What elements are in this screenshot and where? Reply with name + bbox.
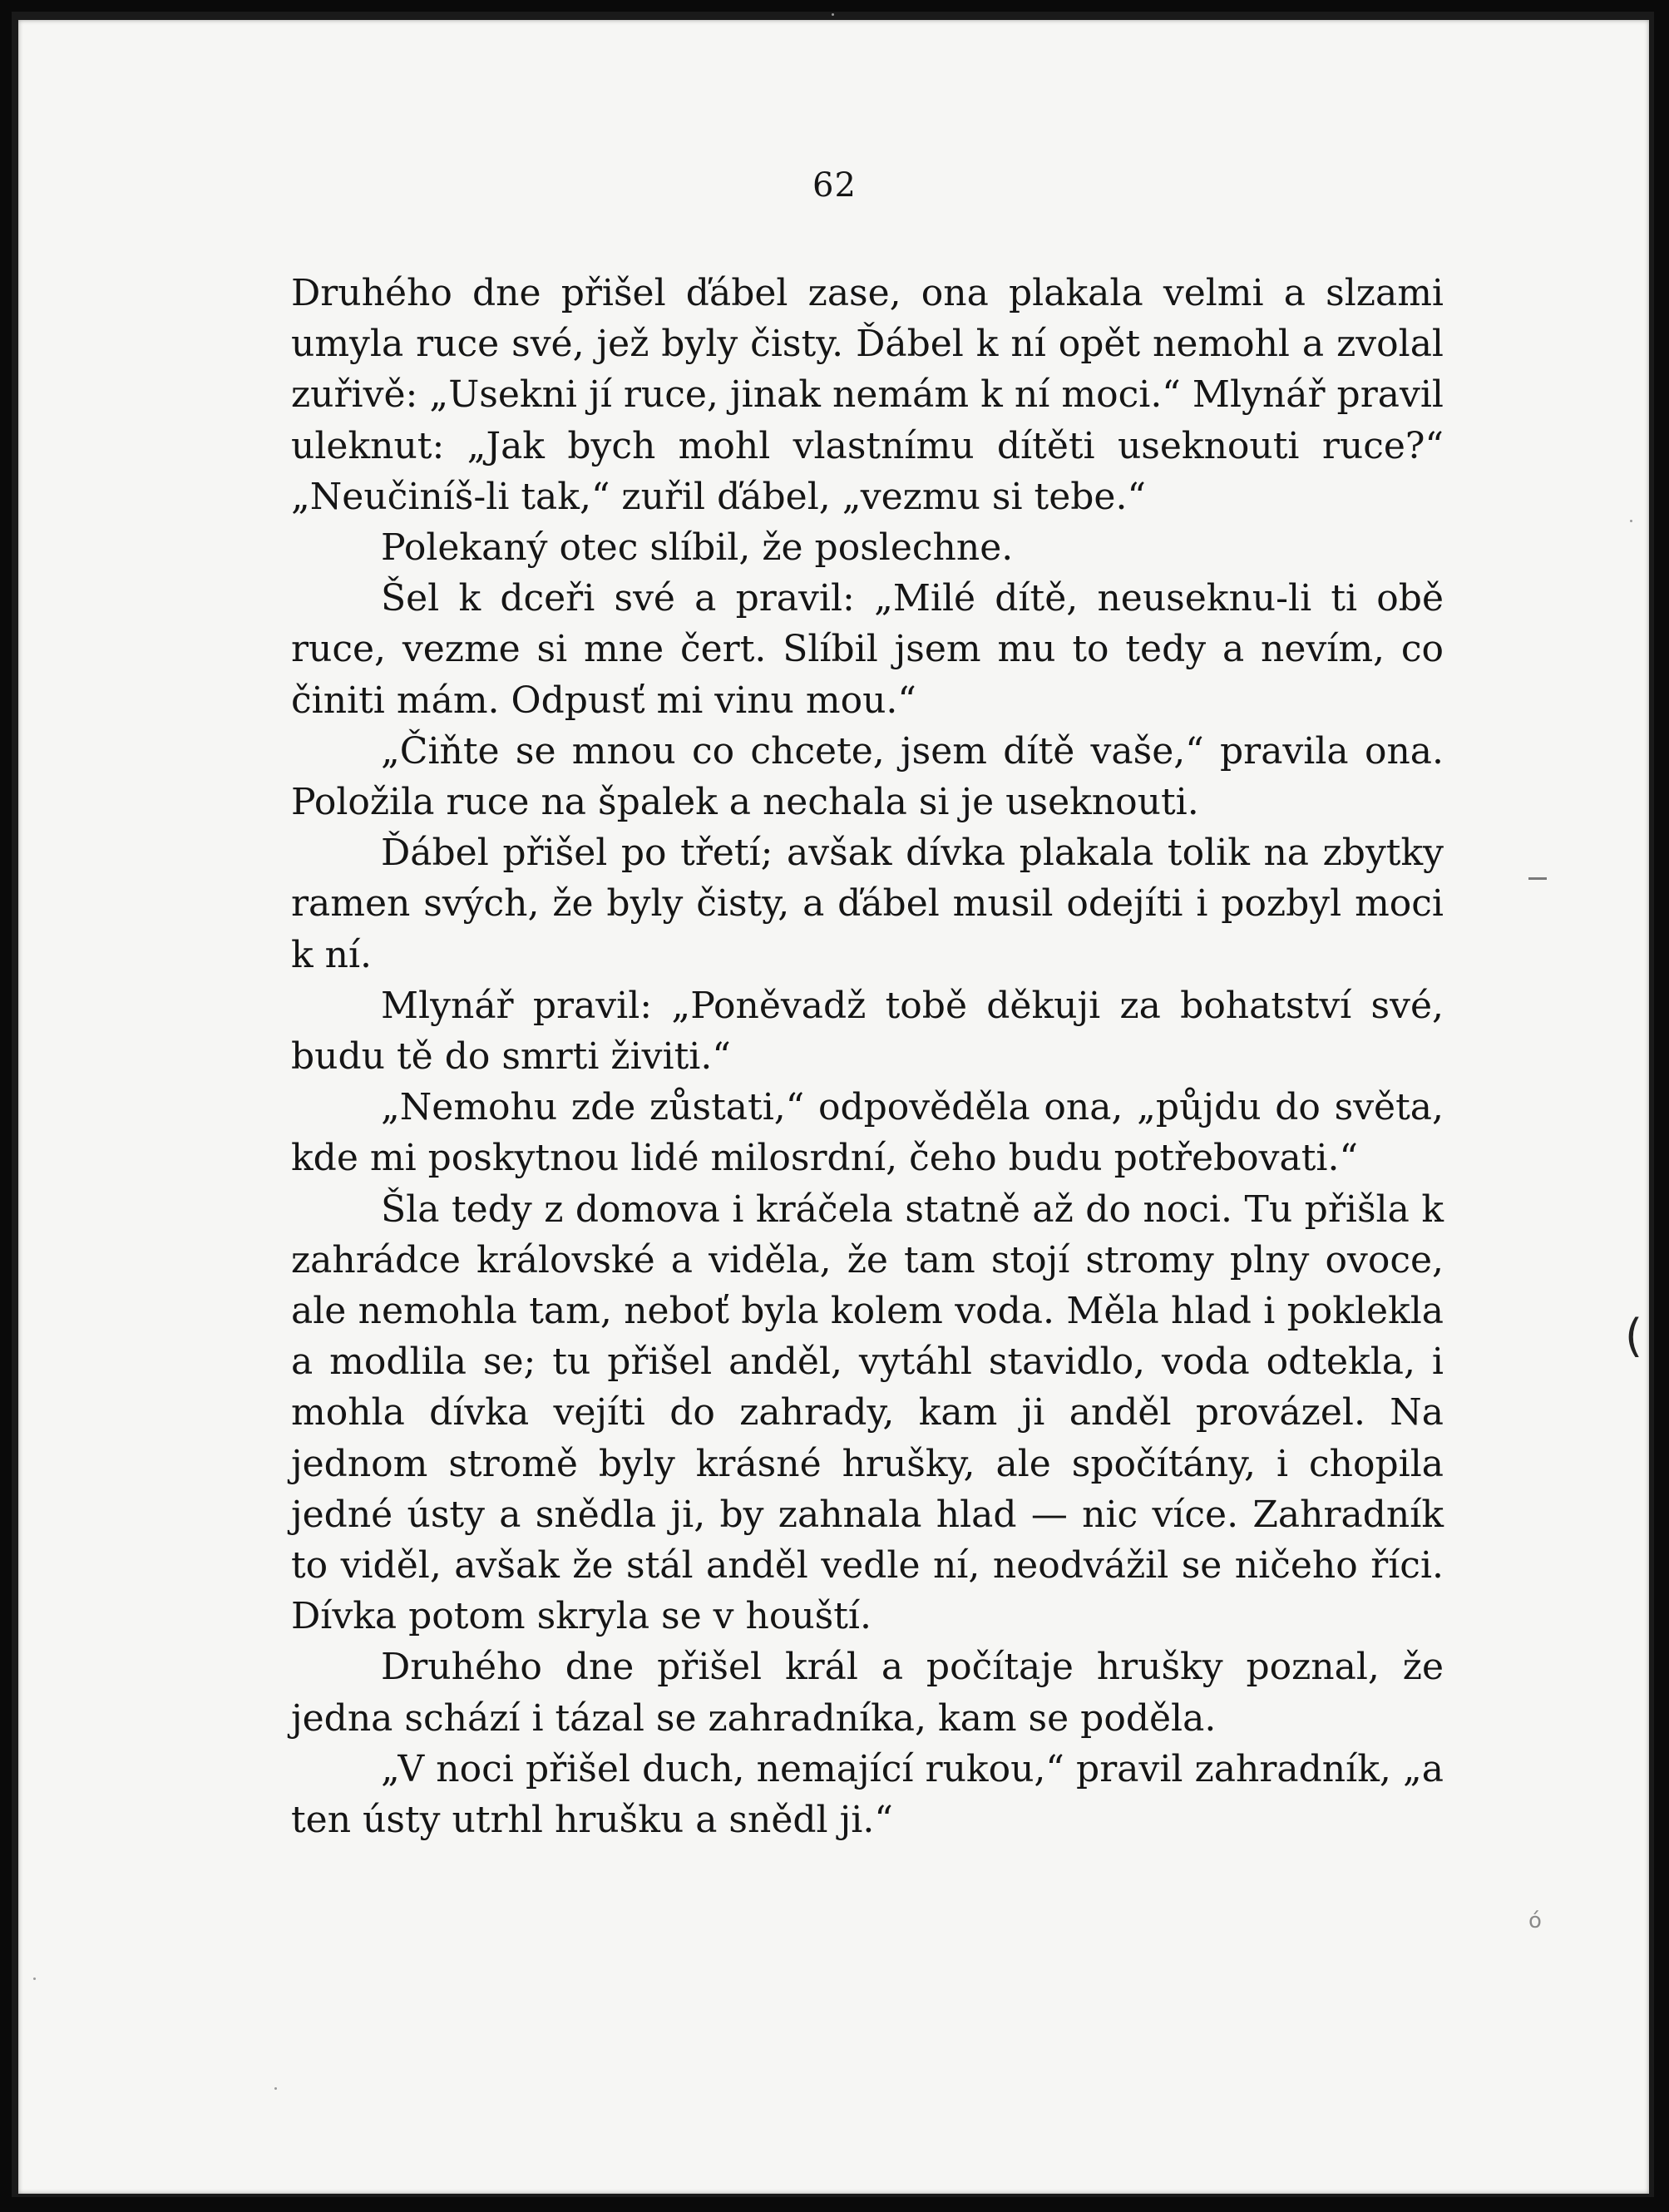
paragraph: Polekaný otec slíbil, že poslechne. [381, 526, 1014, 570]
page-text [291, 268, 1444, 1845]
paragraph: Ďábel přišel po třetí; avšak dívka plakala tolik na zbytky ramen svých, že byly čisty, a ďábel musil odejíti i pozbyl moci k ní. [291, 832, 1444, 976]
scan-dust [832, 13, 834, 16]
paragraph: Druhého dne přišel král a počítaje hrušky poznal, že jedna schází i tázal se zahradníka, kam se poděla. [291, 1646, 1444, 1740]
paragraph: Druhého dne přišel ďábel zase, ona plakala velmi a slzami umyla ruce své, jež byly čisty. Ďábel k ní opět nemohl a zvolal zuřivě: „Usekni jí ruce, jinak nemám k ní moci.“ Mlynář pravil uleknut: „Jak bych mohl vlastnímu dítěti useknouti ruce?“ „Neučiníš-li tak,“ zuřil ďábel, „vezmu si tebe.“ [291, 272, 1444, 518]
scan-dust [33, 1977, 36, 1980]
margin-pencil-mark: ó [1528, 1908, 1542, 1933]
paragraph: „Nemohu zde zůstati,“ odpověděla ona, „půjdu do světa, kde mi poskytnou lidé milosrdní, čeho budu potřebovati.“ [291, 1086, 1444, 1180]
paragraph: „V noci přišel duch, nemající rukou,“ pravil zahradník, „a ten ústy utrhl hrušku a snědl ji.“ [291, 1747, 1444, 1842]
paragraph: „Čiňte se mnou co chcete, jsem dítě vaše,“ pravila ona. Položila ruce na špalek a nechala si je useknouti. [291, 729, 1444, 824]
paragraph: Šel k dceři své a pravil: „Milé dítě, neuseknu-li ti obě ruce, vezme si mne čert. Slíbil jsem mu to tedy a nevím, co činiti mám. Odpusť mi vinu mou.“ [291, 577, 1444, 722]
paragraph: Mlynář pravil: „Poněvadž tobě děkuji za bohatství své, budu tě do smrti živiti.“ [291, 984, 1444, 1079]
margin-bracket-mark: ( [1625, 1310, 1643, 1362]
scan-dust [1630, 520, 1632, 522]
scan-dust [274, 2087, 277, 2090]
margin-dash-mark [1528, 877, 1547, 880]
paragraph: Šla tedy z domova i kráčela statně až do noci. Tu přišla k zahrádce královské a viděla, že tam stojí stromy plny ovoce, ale nemohla tam, neboť byla kolem voda. Měla hlad i poklekla a modlila se; tu přišel anděl, vytáhl stavidlo, voda odtekla, i mohla dívka vejíti do zahrady, kam ji anděl provázel. Na jednom stromě byly krásné hrušky, ale spočítány, i chopila jedné ústy a snědla ji, by zahnala hlad — nic více. Zahradník to viděl, avšak že stál anděl vedle ní, neodvážil se ničeho říci. Dívka potom skryla se v houští. [291, 1187, 1444, 1638]
page-number: 62 [812, 166, 857, 205]
